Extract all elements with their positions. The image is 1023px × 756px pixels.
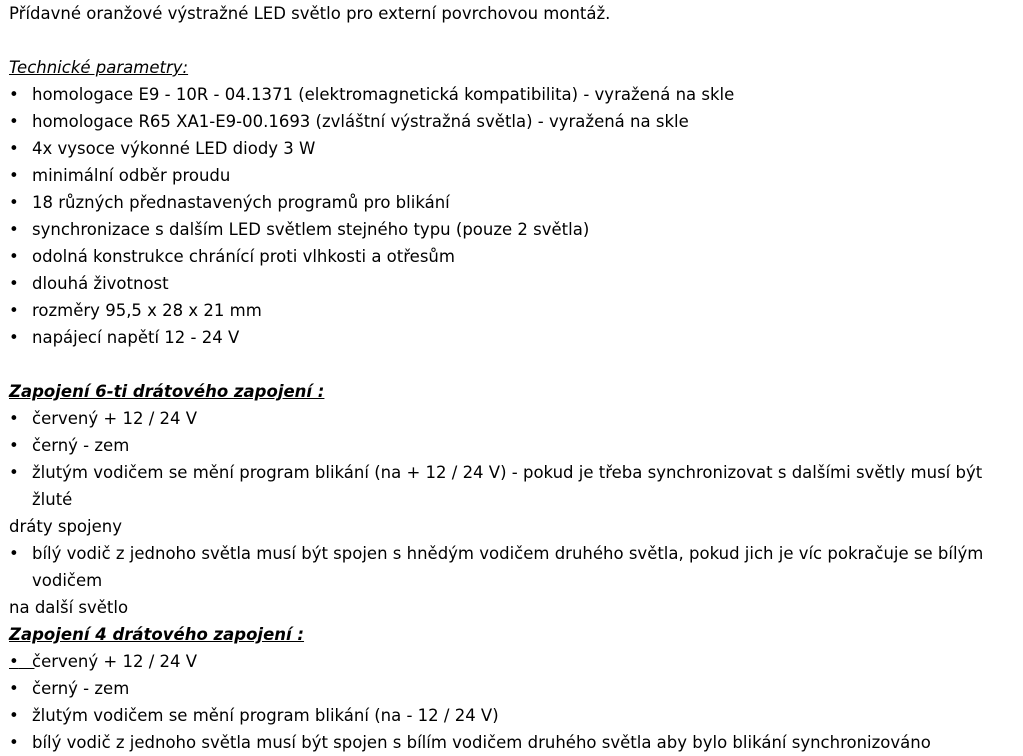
- list-item-continuation: dráty spojeny: [9, 517, 122, 536]
- list-item: • 4x vysoce výkonné LED diody 3 W: [9, 135, 1023, 162]
- list-item: • žlutým vodičem se mění program blikání (na + 12 / 24 V) - pokud je třeba synchronizovat s dalšími světly musí být žluté: [9, 459, 1023, 513]
- list-item: • červený + 12 / 24 V: [9, 405, 1023, 432]
- list-item: • synchronizace s dalším LED světlem stejného typu (pouze 2 světla): [9, 216, 1023, 243]
- spacer: [9, 351, 1023, 378]
- wiring4-list: [9, 648, 1023, 756]
- spacer: [9, 27, 1023, 54]
- list-item: • černý - zem: [9, 675, 1023, 702]
- bullet-icon: •: [9, 301, 19, 320]
- list-item: • 18 různých přednastavených programů pro blikání: [9, 189, 1023, 216]
- bullet-icon: •: [9, 706, 19, 725]
- list-item: • odolná konstrukce chránící proti vlhkosti a otřesům: [9, 243, 1023, 270]
- bullet-icon: •: [9, 220, 19, 239]
- list-item: • bílý vodič z jednoho světla musí být spojen s hnědým vodičem druhého světla, pokud jich je víc pokračuje se bílým vodičem: [9, 540, 1023, 594]
- list-item: • napájecí napětí 12 - 24 V: [9, 324, 1023, 351]
- bullet-icon: •: [9, 112, 19, 131]
- list-item: • černý - zem: [9, 432, 1023, 459]
- wiring6-heading: Zapojení 6-ti drátového zapojení :: [9, 382, 325, 401]
- bullet-icon: •: [9, 409, 19, 428]
- list-item: • červený + 12 / 24 V: [9, 648, 1023, 675]
- list-item: • dlouhá životnost: [9, 270, 1023, 297]
- bullet-icon: •: [9, 85, 19, 104]
- bullet-icon: •: [9, 679, 19, 698]
- list-item: • rozměry 95,5 x 28 x 21 mm: [9, 297, 1023, 324]
- list-item: • minimální odběr proudu: [9, 162, 1023, 189]
- wiring4-heading: Zapojení 4 drátového zapojení :: [9, 625, 305, 644]
- bullet-icon: •: [9, 436, 19, 455]
- bullet-icon: •: [9, 166, 19, 185]
- bullet-icon: •: [9, 652, 19, 671]
- list-item: • homologace E9 - 10R - 04.1371 (elektromagnetická kompatibilita) - vyražená na skle: [9, 81, 1023, 108]
- list-item-continuation: na další světlo: [9, 598, 129, 617]
- bullet-icon: •: [9, 247, 19, 266]
- bullet-icon: •: [9, 544, 19, 563]
- bullet-icon: •: [9, 193, 19, 212]
- bullet-icon: •: [9, 463, 19, 482]
- list-item: • bílý vodič z jednoho světla musí být spojen s bílím vodičem druhého světla aby bylo blikání synchronizováno: [9, 729, 1023, 756]
- tech-list: [9, 81, 1023, 351]
- intro-text: Přídavné oranžové výstražné LED světlo pro externí povrchovou montáž.: [9, 4, 611, 23]
- wiring6-list: [9, 405, 1023, 621]
- list-item: • žlutým vodičem se mění program blikání (na - 12 / 24 V): [9, 702, 1023, 729]
- bullet-icon: •: [9, 139, 19, 158]
- list-item: • homologace R65 XA1-E9-00.1693 (zvláštní výstražná světla) - vyražená na skle: [9, 108, 1023, 135]
- bullet-icon: •: [9, 328, 19, 347]
- tech-heading: Technické parametry:: [9, 58, 189, 77]
- bullet-icon: •: [9, 733, 19, 752]
- bullet-icon: •: [9, 274, 19, 293]
